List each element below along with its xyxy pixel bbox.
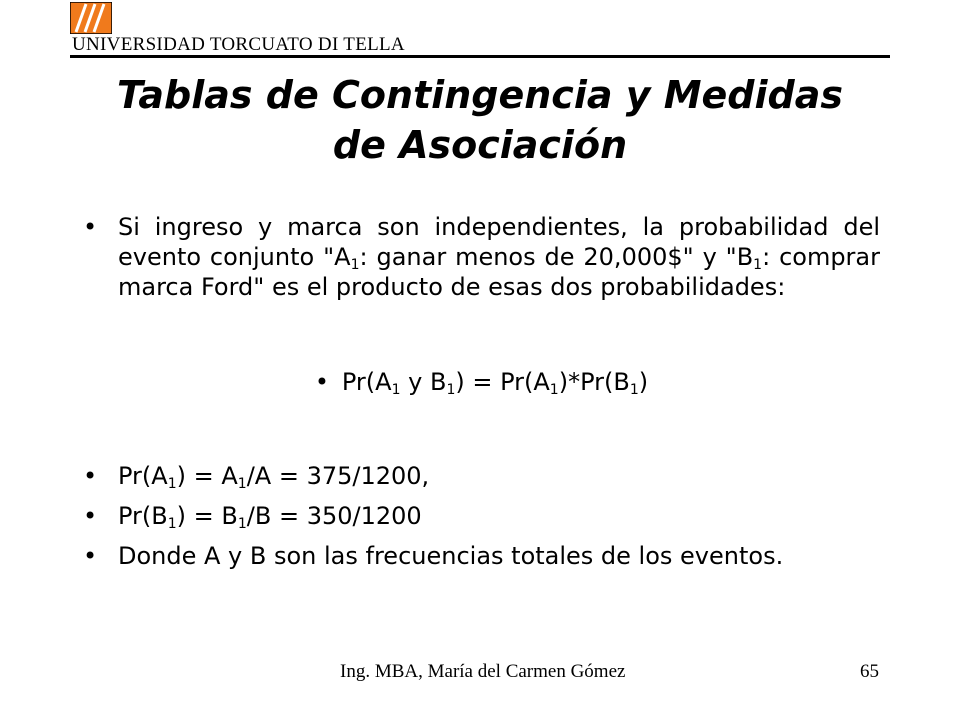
page-number: 65 xyxy=(860,661,879,682)
bullet-formula: • $Pr(A_1$ y $B_1) = Pr(A_1)*Pr(B_1)$ xyxy=(312,367,648,397)
title-line-2: de Asociación xyxy=(332,123,628,167)
slide-body xyxy=(80,212,880,571)
title-line-1: Tablas de Contingencia y Medidas xyxy=(117,73,843,117)
bullet-pr-b1: • $Pr(B_1) = B_1/B = 350/1200$ xyxy=(80,501,880,531)
bullet-independence: • Si ingreso y marca son independientes, la probabilidad del evento conjunto "$A_1$: ganar menos de 20,000$" y "$B_1$: comprar marca Ford" es el producto de esas dos probabilidades: xyxy=(80,212,880,302)
header-rule xyxy=(70,55,890,58)
university-logo xyxy=(70,2,112,34)
slide-title xyxy=(60,70,900,170)
formula-row xyxy=(80,367,880,397)
bullet-pr-a1: • $Pr(A_1) = A_1/A = 375/1200$, xyxy=(80,461,880,491)
university-name: UNIVERSIDAD TORCUATO DI TELLA xyxy=(72,34,405,55)
bullet-donde: • Donde A y B son las frecuencias totales de los eventos. xyxy=(80,541,880,571)
footer-author: Ing. MBA, María del Carmen Gómez xyxy=(340,661,626,682)
